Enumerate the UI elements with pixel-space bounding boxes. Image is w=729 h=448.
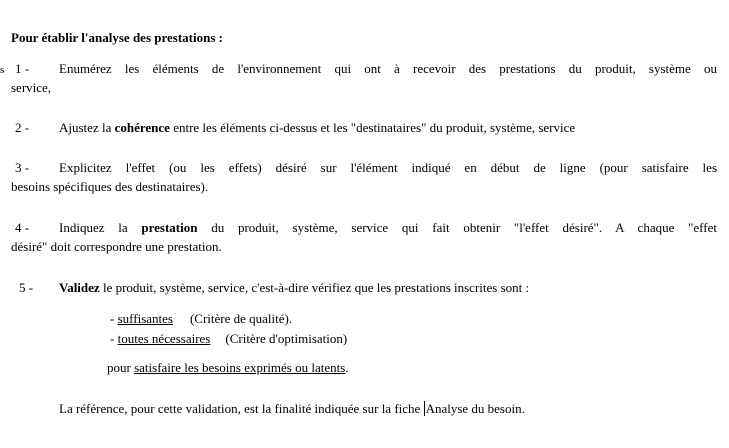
step-text-continuation: besoins spécifiques des destinataires). <box>11 179 209 194</box>
text-segment: Indiquez la <box>59 220 142 235</box>
step-number: 4 - <box>15 220 30 235</box>
step-number: 3 - <box>15 160 30 175</box>
text-cursor[interactable] <box>424 401 425 416</box>
text-segment: du produit, système, service qui fait obtenir "l'effet désiré". A chaque "effet <box>197 220 717 235</box>
step-1 <box>11 59 717 97</box>
step-3 <box>11 158 717 196</box>
criterion-note: (Critère de qualité). <box>189 311 293 326</box>
step-text-continuation: désiré" doit correspondre une prestation. <box>11 239 222 254</box>
step-text <box>59 278 717 297</box>
criterion-dash: - <box>110 331 118 346</box>
emphasis-word: prestation <box>141 220 198 235</box>
step-number: 2 - <box>15 120 30 135</box>
reference-text: La référence, pour cette validation, est la finalité indiquée sur la fiche <box>59 401 424 416</box>
step-text <box>59 158 717 177</box>
step-text <box>59 118 717 137</box>
criterion-note: (Critère d'optimisation) <box>225 331 348 346</box>
reference-line <box>59 399 525 418</box>
emphasis-word: Validez <box>59 280 100 295</box>
criterion-item <box>110 329 347 348</box>
criterion-term: suffisantes <box>117 311 173 326</box>
step-text-continuation: service, <box>11 80 52 95</box>
emphasis-word: cohérence <box>114 120 170 135</box>
text-segment: Ajustez la <box>59 120 115 135</box>
margin-marker: s <box>0 64 5 76</box>
purpose-prefix: pour <box>107 360 135 375</box>
document-title: Pour établir l'analyse des prestations : <box>11 30 223 45</box>
reference-target: Analyse du besoin. <box>425 401 525 416</box>
text-segment: le produit, système, service, c'est-à-dire vérifiez que les prestations inscrites sont : <box>99 280 530 295</box>
purpose-suffix: . <box>345 360 349 375</box>
step-5 <box>11 278 717 297</box>
step-text <box>59 218 717 237</box>
step-4 <box>11 218 717 256</box>
text-segment: entre les éléments ci-dessus et les "destinataires" du produit, système, service <box>169 120 576 135</box>
purpose-underlined: satisfaire les besoins exprimés ou latents <box>134 360 346 375</box>
text-segment: Enumérez les éléments de l'environnement qui ont à recevoir des prestations du produit, système ou <box>59 61 717 76</box>
purpose-line <box>107 358 349 377</box>
step-2 <box>11 118 717 137</box>
criterion-item <box>110 309 292 328</box>
step-number: 5 - <box>19 280 34 295</box>
text-segment: Explicitez l'effet (ou les effets) désiré sur l'élément indiqué en début de ligne (pour satisfaire les <box>59 160 717 175</box>
step-number: 1 - <box>15 61 30 76</box>
criterion-dash: - <box>110 311 118 326</box>
step-text <box>59 59 717 78</box>
criterion-term: toutes nécessaires <box>117 331 211 346</box>
